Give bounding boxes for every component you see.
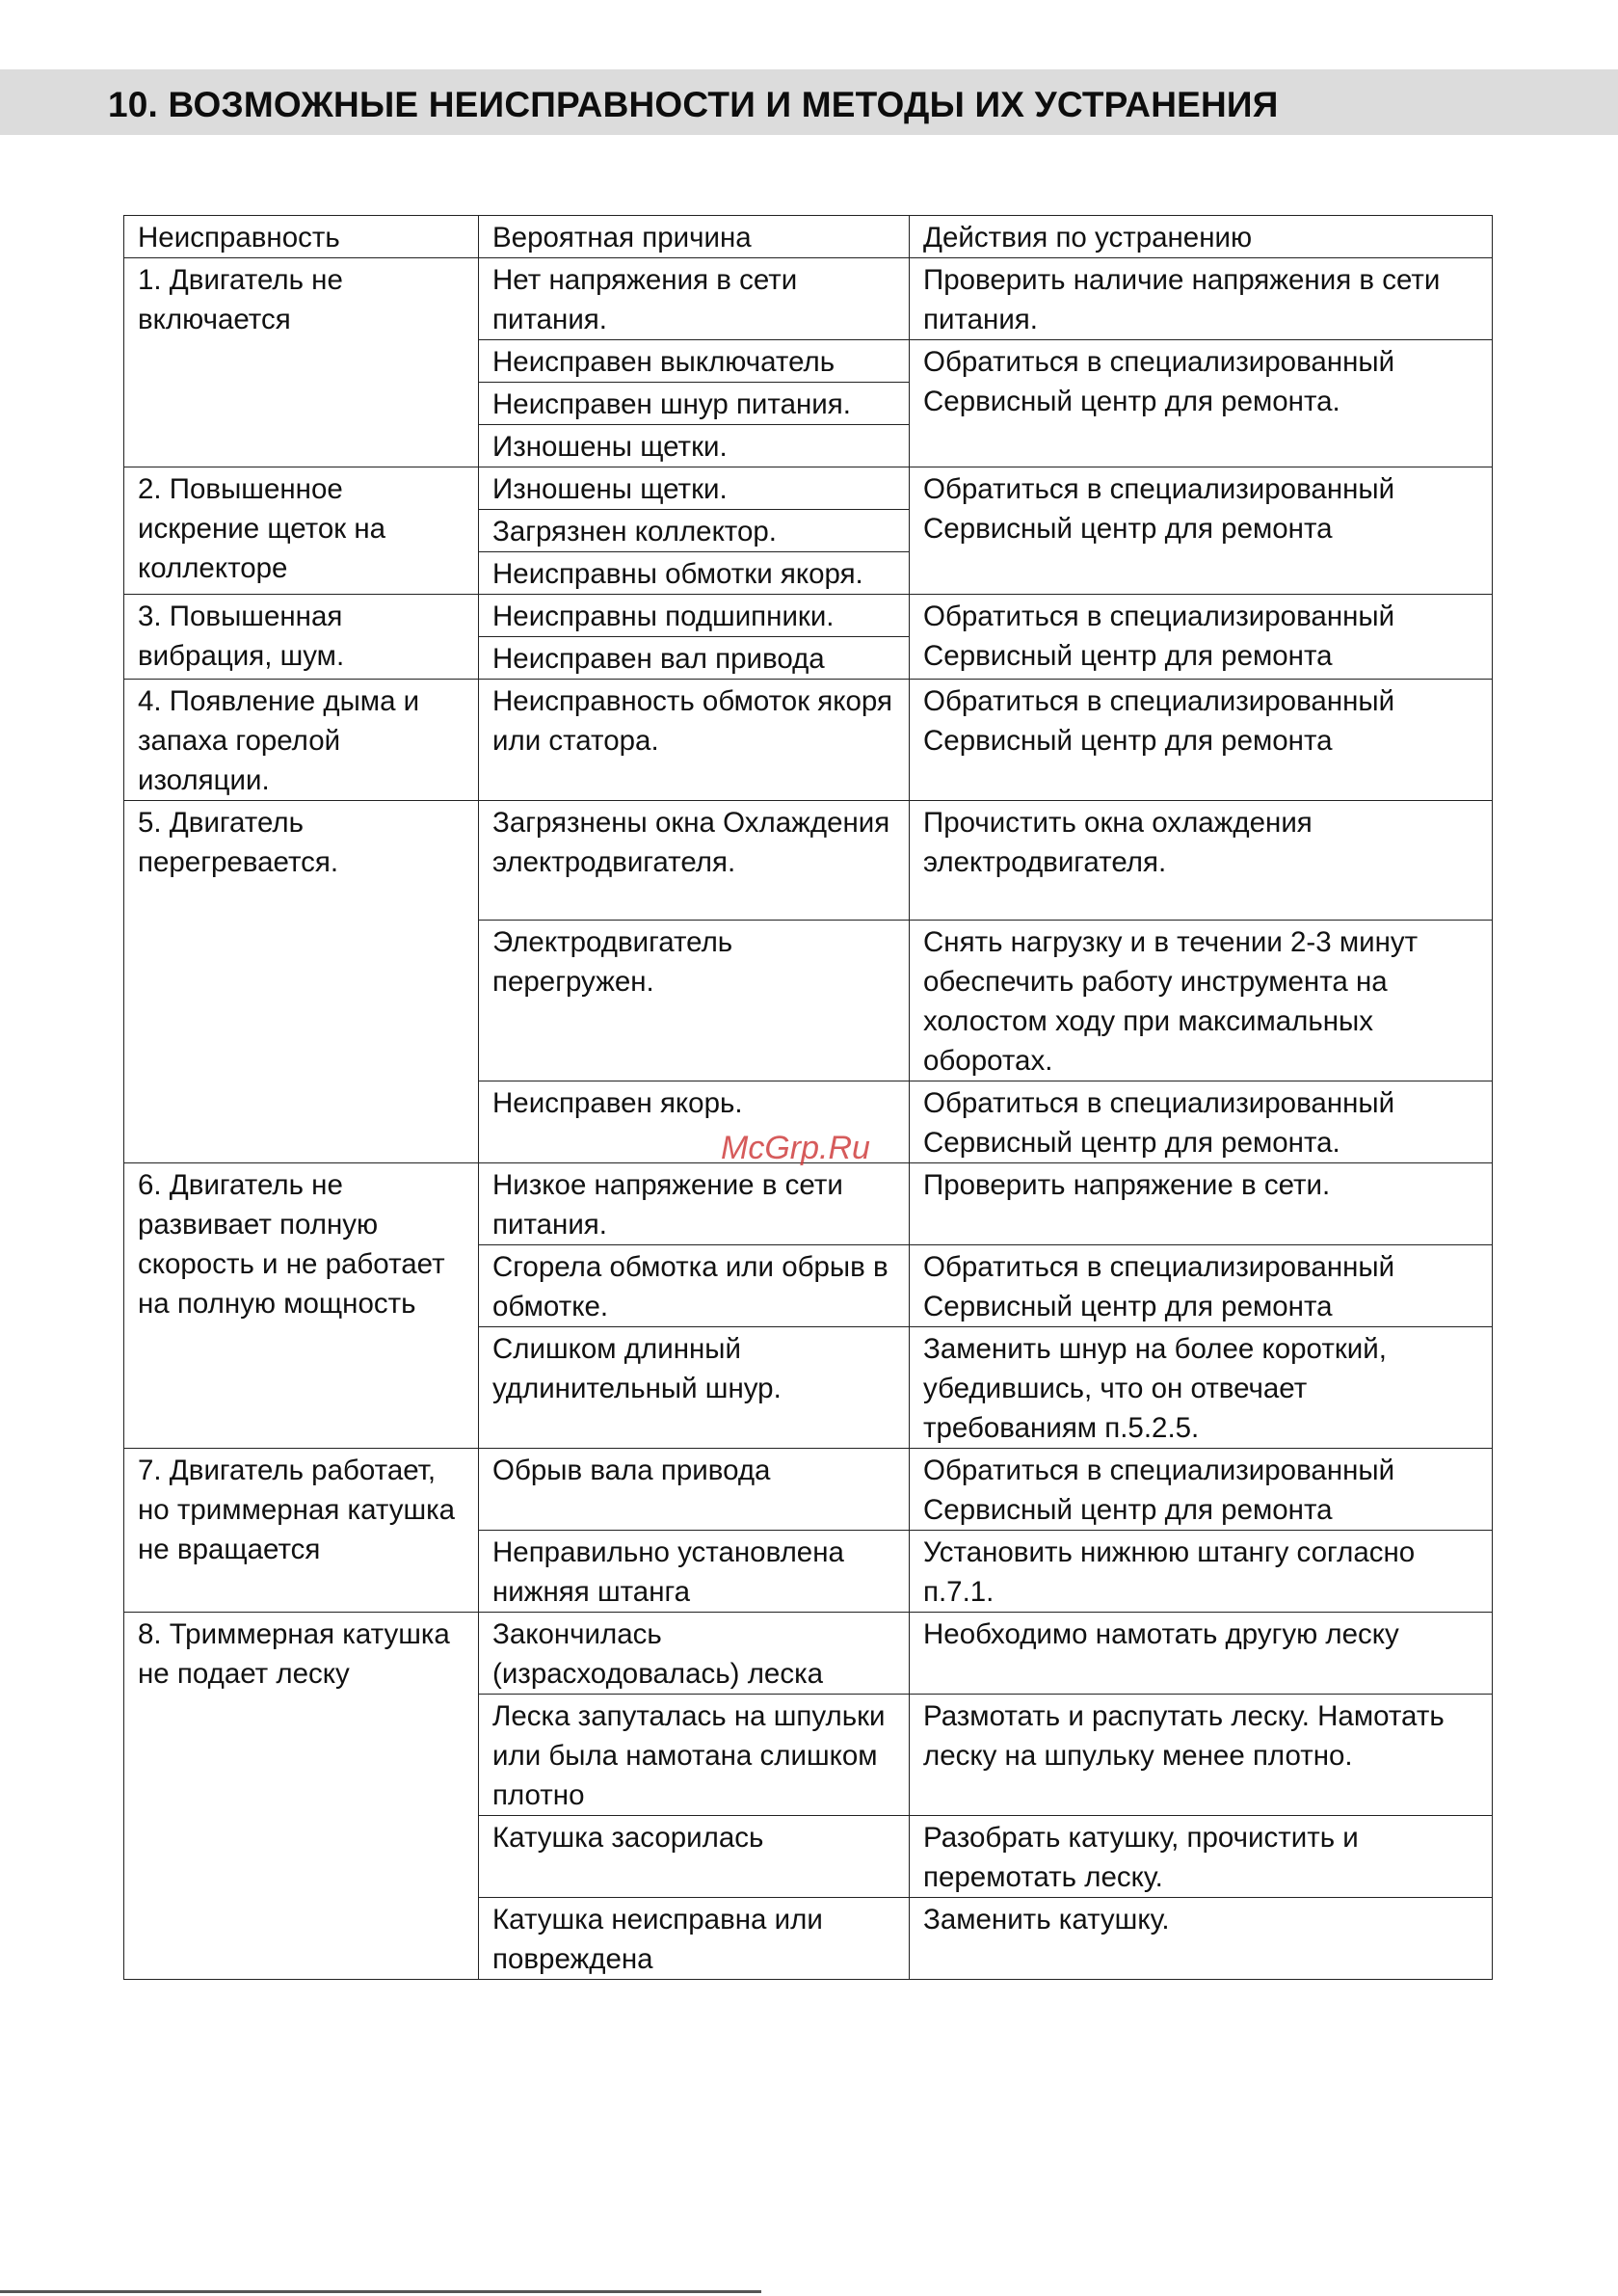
cause-cell: Неисправны обмотки якоря. — [479, 552, 910, 595]
table-row — [124, 467, 1493, 510]
watermark: McGrp.Ru — [721, 1130, 870, 1166]
action-cell: Прочистить окна охлаждения электродвигателя. — [910, 801, 1493, 921]
table-row — [124, 258, 1493, 340]
cause-cell: Неисправен выключатель — [479, 340, 910, 383]
action-cell: Заменить катушку. — [910, 1898, 1493, 1980]
header-cause: Вероятная причина — [479, 216, 910, 258]
action-cell: Обратиться в специализированный Сервисный центр для ремонта — [910, 1245, 1493, 1327]
action-cell: Обратиться в специализированный Сервисный центр для ремонта — [910, 467, 1493, 595]
action-cell: Обратиться в специализированный Сервисный центр для ремонта. — [910, 1081, 1493, 1163]
cause-cell: Неисправен шнур питания. — [479, 383, 910, 425]
table-row — [124, 1449, 1493, 1531]
table-row — [124, 1163, 1493, 1245]
cause-cell: Катушка засорилась — [479, 1816, 910, 1898]
fault-cell: 2. Повышенное искрение щеток на коллекторе — [124, 467, 479, 595]
cause-cell: Неисправны подшипники. — [479, 595, 910, 637]
action-cell: Обратиться в специализированный Сервисный центр для ремонта — [910, 1449, 1493, 1531]
action-cell: Обратиться в специализированный Сервисный центр для ремонта — [910, 595, 1493, 680]
action-cell: Заменить шнур на более короткий, убедившись, что он отвечает требованиям п.5.2.5. — [910, 1327, 1493, 1449]
cause-cell: Нет напряжения в сети питания. — [479, 258, 910, 340]
cause-cell: Слишком длинный удлинительный шнур. — [479, 1327, 910, 1449]
action-cell: Установить нижнюю штангу согласно п.7.1. — [910, 1531, 1493, 1613]
cause-cell: Изношены щетки. — [479, 467, 910, 510]
cause-cell: Низкое напряжение в сети питания. — [479, 1163, 910, 1245]
fault-cell: 7. Двигатель работает, но триммерная катушка не вращается — [124, 1449, 479, 1613]
table-row — [124, 680, 1493, 801]
cause-cell: Электродвигатель перегружен. — [479, 921, 910, 1081]
fault-cell: 3. Повышенная вибрация, шум. — [124, 595, 479, 680]
fault-cell: 8. Триммерная катушка не подает леску — [124, 1613, 479, 1980]
action-cell: Размотать и распутать леску. Намотать леску на шпульку менее плотно. — [910, 1695, 1493, 1816]
table-row — [124, 1613, 1493, 1695]
fault-cell: 4. Появление дыма и запаха горелой изоляции. — [124, 680, 479, 801]
cause-cell: Загрязнен коллектор. — [479, 510, 910, 552]
action-cell: Необходимо намотать другую леску — [910, 1613, 1493, 1695]
fault-cell: 1. Двигатель не включается — [124, 258, 479, 467]
action-cell: Обратиться в специализированный Сервисный центр для ремонта. — [910, 340, 1493, 467]
cause-cell: Загрязнены окна Охлаждения электродвигателя. — [479, 801, 910, 921]
cause-cell: Леска запуталась на шпульки или была намотана слишком плотно — [479, 1695, 910, 1816]
action-cell: Разобрать катушку, прочистить и перемотать леску. — [910, 1816, 1493, 1898]
header-fault: Неисправность — [124, 216, 479, 258]
action-cell: Проверить наличие напряжения в сети питания. — [910, 258, 1493, 340]
table-header-row — [124, 216, 1493, 258]
cause-cell: Изношены щетки. — [479, 425, 910, 467]
footer-divider — [0, 2290, 761, 2293]
action-cell: Проверить напряжение в сети. — [910, 1163, 1493, 1245]
cause-cell: Обрыв вала привода — [479, 1449, 910, 1531]
cause-cell: Закончилась (израсходовалась) леска — [479, 1613, 910, 1695]
action-cell: Обратиться в специализированный Сервисный центр для ремонта — [910, 680, 1493, 801]
header-action: Действия по устранению — [910, 216, 1493, 258]
action-cell: Снять нагрузку и в течении 2-3 минут обеспечить работу инструмента на холостом ходу при максимальных оборотах. — [910, 921, 1493, 1081]
cause-cell: Неисправен якорь. — [479, 1081, 910, 1163]
troubleshooting-table — [123, 215, 1493, 1980]
fault-cell: 6. Двигатель не развивает полную скорость и не работает на полную мощность — [124, 1163, 479, 1449]
table-row — [124, 595, 1493, 637]
cause-cell: Неисправен вал привода — [479, 637, 910, 680]
fault-cell: 5. Двигатель перегревается. — [124, 801, 479, 1163]
page-title: 10. ВОЗМОЖНЫЕ НЕИСПРАВНОСТИ И МЕТОДЫ ИХ УСТРАНЕНИЯ — [108, 85, 1279, 124]
cause-cell: Сгорела обмотка или обрыв в обмотке. — [479, 1245, 910, 1327]
table-row — [124, 801, 1493, 921]
cause-cell: Неисправность обмоток якоря или статора. — [479, 680, 910, 801]
cause-cell: Катушка неисправна или повреждена — [479, 1898, 910, 1980]
cause-cell: Неправильно установлена нижняя штанга — [479, 1531, 910, 1613]
